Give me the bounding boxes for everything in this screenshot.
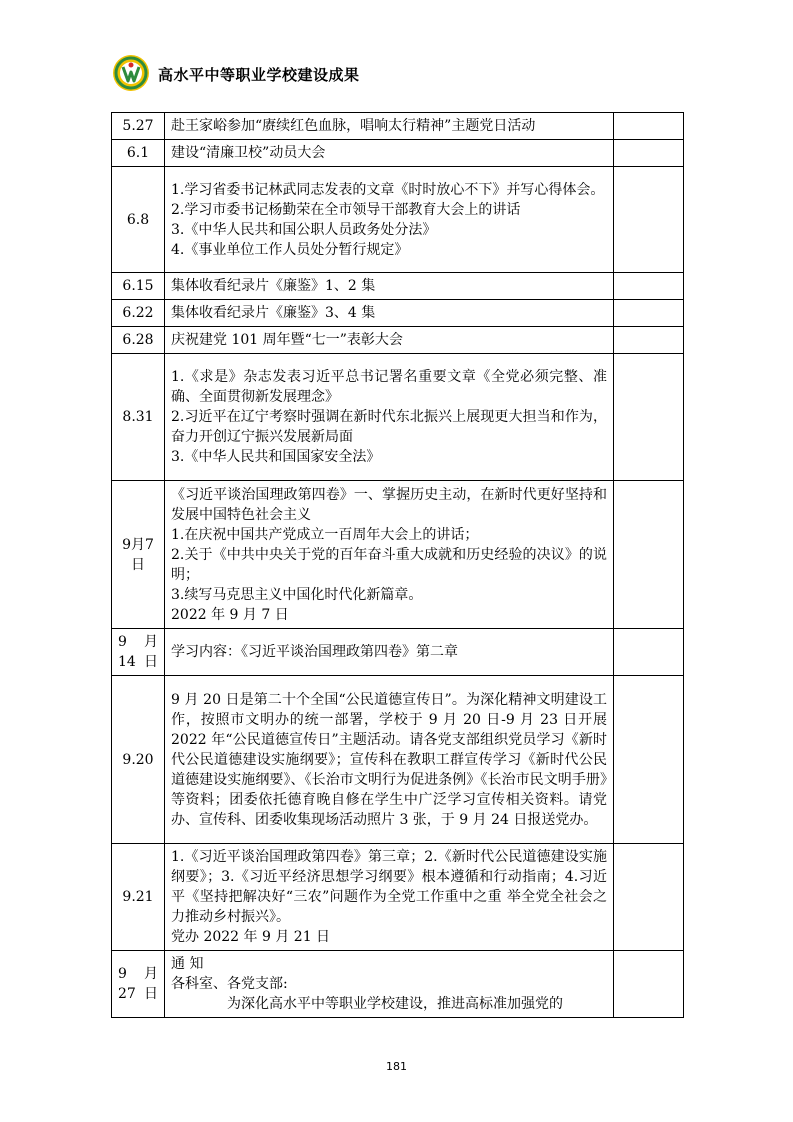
content-line: 4.《事业单位工作人员处分暂行规定》 xyxy=(171,241,409,258)
blank-cell xyxy=(614,273,684,300)
content-line: 3.《中华人民共和国国家安全法》 xyxy=(171,449,381,465)
table-row xyxy=(112,481,684,629)
content-cell xyxy=(165,629,614,676)
header-title: 高水平中等职业学校建设成果 xyxy=(158,66,360,84)
content-line: 庆祝建党 101 周年暨“七一”表彰大会 xyxy=(171,332,403,348)
content-line: 1.在庆祝中国共产党成立一百周年大会上的讲话； xyxy=(171,526,479,543)
date-cell: 9月7日 xyxy=(112,481,165,629)
content-cell xyxy=(165,167,614,273)
table-row xyxy=(112,629,684,676)
content-cell xyxy=(165,844,614,951)
content-line: 集体收看纪录片《廉鉴》3、4 集 xyxy=(171,305,376,321)
table-row xyxy=(112,113,684,140)
blank-cell xyxy=(614,676,684,844)
date-cell: 6.28 xyxy=(112,327,165,354)
date-cell: 5.27 xyxy=(112,113,165,140)
blank-cell xyxy=(614,327,684,354)
content-line: 3.续写马克思主义中国化时代化新篇章。 xyxy=(171,586,423,603)
table-row xyxy=(112,167,684,273)
content-cell xyxy=(165,327,614,354)
blank-cell xyxy=(614,481,684,629)
content-cell xyxy=(165,113,614,140)
content-line: 集体收看纪录片《廉鉴》1、2 集 xyxy=(171,278,376,294)
blank-cell xyxy=(614,167,684,273)
content-line: 通 知 xyxy=(171,956,204,972)
content-line: 赴王家峪参加“赓续红色血脉，唱响太行精神”主题党日活动 xyxy=(171,118,536,134)
records-table xyxy=(111,112,684,1018)
content-line: 建设“清廉卫校”动员大会 xyxy=(171,145,326,161)
blank-cell xyxy=(614,354,684,481)
content-cell xyxy=(165,140,614,167)
date-cell: 9 月 14日 xyxy=(112,629,165,676)
table-row xyxy=(112,273,684,300)
page-number: 181 xyxy=(386,1060,407,1073)
blank-cell xyxy=(614,300,684,327)
content-line: 1.《习近平谈治国理政第四卷》第三章；2.《新时代公民道德建设实施纲要》；3.《习近平经济思想学习纲要》根本遵循和行动指南；4.习近平《坚持把解决好“三农”问题作为全党工作重中之重 举全党全社会之力推动乡村振兴》。 xyxy=(171,849,607,925)
content-cell xyxy=(165,951,614,1018)
date-cell: 8.31 xyxy=(112,354,165,481)
content-line: 学习内容：《习近平谈治国理政第四卷》第二章 xyxy=(171,644,458,660)
table-row xyxy=(112,676,684,844)
table-row xyxy=(112,300,684,327)
date-cell: 6.22 xyxy=(112,300,165,327)
content-cell xyxy=(165,273,614,300)
content-line: 2.习近平在辽宁考察时强调在新时代东北振兴上展现更大担当和作为，奋力开创辽宁振兴发展新局面 xyxy=(171,409,607,445)
content-cell xyxy=(165,481,614,629)
page-header xyxy=(112,54,632,94)
content-line: 《习近平谈治国理政第四卷》一、掌握历史主动，在新时代更好坚持和发展中国特色社会主义 xyxy=(171,486,607,523)
content-line: 1.学习省委书记林武同志发表的文章《时时放心不下》并写心得体会。 xyxy=(171,181,605,198)
content-line: 为深化高水平中等职业学校建设，推进高标准加强党的 xyxy=(227,996,563,1012)
content-line: 1.《求是》杂志发表习近平总书记署名重要文章《全党必须完整、准确、全面贯彻新发展理念》 xyxy=(171,369,607,405)
blank-cell xyxy=(614,140,684,167)
date-cell: 6.8 xyxy=(112,167,165,273)
content-line: 9 月 20 日是第二十个全国“公民道德宣传日”。为深化精神文明建设工作，按照市文明办的统一部署，学校于 9 月 20 日-9 月 23 日开展 2022 年“公民道德宣传日”主题活动。请各党支部组织党员学习《新时代公民道德建设实施纲要》；宣传科在教职工群宣传学习《新时代公民道德建设实施纲要》、《长治市文明行为促进条例》《长治市民文明手册》等资料；团委依托德育晚自修在学生中广泛学习宣传相关资料。请党办、宣传科、团委收集现场活动照片 3 张，于 9 月 24 日报送党办。 xyxy=(171,691,607,828)
content-cell xyxy=(165,300,614,327)
table-row xyxy=(112,951,684,1018)
school-logo-icon xyxy=(112,54,150,92)
blank-cell xyxy=(614,951,684,1018)
date-cell: 9.21 xyxy=(112,844,165,951)
table-row xyxy=(112,354,684,481)
date-cell: 9.20 xyxy=(112,676,165,844)
table-row xyxy=(112,140,684,167)
content-line: 党办 2022 年 9 月 21 日 xyxy=(171,929,331,945)
date-cell: 6.1 xyxy=(112,140,165,167)
content-line: 2.关于《中共中央关于党的百年奋斗重大成就和历史经验的决议》的说明； xyxy=(171,546,607,583)
blank-cell xyxy=(614,113,684,140)
table-row xyxy=(112,327,684,354)
content-cell xyxy=(165,676,614,844)
date-cell: 6.15 xyxy=(112,273,165,300)
content-line: 各科室、各党支部: xyxy=(171,976,288,992)
content-cell xyxy=(165,354,614,481)
content-line: 2022 年 9 月 7 日 xyxy=(171,606,289,623)
date-cell: 9 月 27日 xyxy=(112,951,165,1018)
content-line: 3.《中华人民共和国公职人员政务处分法》 xyxy=(171,221,437,238)
blank-cell xyxy=(614,629,684,676)
content-line: 2.学习市委书记杨勤荣在全市领导干部教育大会上的讲话 xyxy=(171,201,521,218)
blank-cell xyxy=(614,844,684,951)
table-row xyxy=(112,844,684,951)
